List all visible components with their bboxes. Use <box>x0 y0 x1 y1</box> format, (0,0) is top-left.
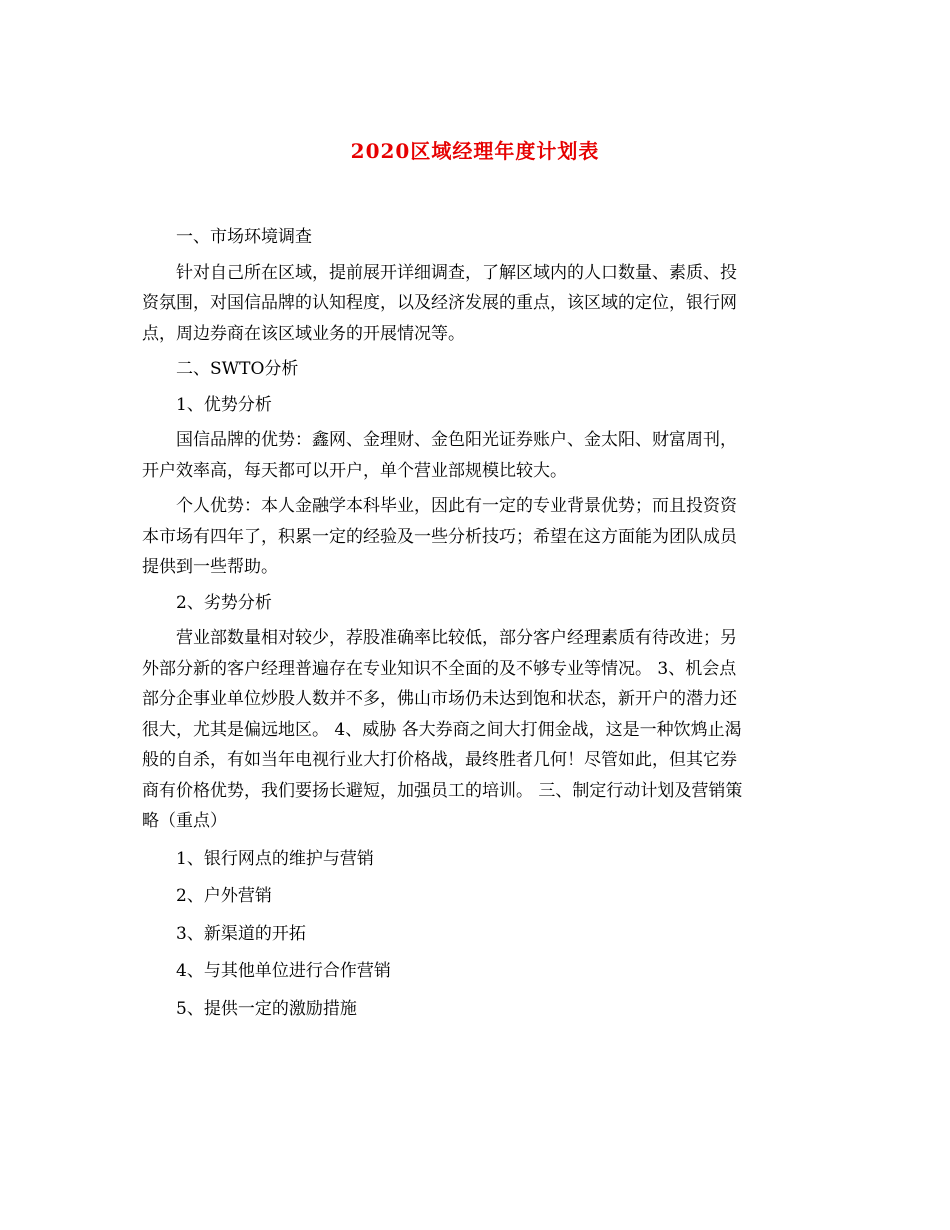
paragraph-line: 针对自己所在区域，提前展开详细调查，了解区域内的人口数量、素质、投 <box>176 262 737 283</box>
list-item: 2、户外营销 <box>176 886 272 906</box>
list-item: 5、提供一定的激励措施 <box>176 998 357 1019</box>
paragraph-line: 本市场有四年了，积累一定的经验及一些分析技巧；希望在这方面能为团队成员 <box>142 526 737 547</box>
document-body <box>142 222 806 1024</box>
paragraph-line: 国信品牌的优势：鑫网、金理财、金色阳光证券账户、金太阳、财富周刊， <box>176 430 737 450</box>
list-item: 1、银行网点的维护与营销 <box>176 848 374 869</box>
paragraph-line: 商有价格优势，我们要扬长避短，加强员工的培训。 三、制定行动计划及营销策 <box>142 780 743 801</box>
list-item: 3、新渠道的开拓 <box>176 923 306 944</box>
paragraph-line: 营业部数量相对较少，荐股准确率比较低，部分客户经理素质有待改进；另 <box>176 628 737 648</box>
paragraph-line: 提供到一些帮助。 <box>142 557 278 577</box>
paragraph-line: 部分企事业单位炒股人数并不多，佛山市场仍未达到饱和状态，新开户的潜力还 <box>142 689 737 709</box>
paragraph-line: 般的自杀，有如当年电视行业大打价格战，最终胜者几何！尽管如此，但其它券 <box>142 750 737 770</box>
subsection-heading: 1、优势分析 <box>176 394 272 415</box>
paragraph-line: 略（重点） <box>142 811 227 831</box>
paragraph-line: 个人优势：本人金融学本科毕业，因此有一定的专业背景优势；而且投资资 <box>176 496 737 516</box>
section-heading: 二、SWTO分析 <box>176 359 299 379</box>
paragraph-line: 很大，尤其是偏远地区。 4、威胁 各大券商之间大打佣金战，这是一种饮鸩止渴 <box>142 719 742 740</box>
section-heading: 一、市场环境调查 <box>176 227 312 247</box>
paragraph-line: 点，周边券商在该区域业务的开展情况等。 <box>142 323 465 344</box>
paragraph-line: 外部分新的客户经理普遍存在专业知识不全面的及不够专业等情况。 3、机会点 <box>142 658 737 679</box>
paragraph-line: 资氛围，对国信品牌的认知程度，以及经济发展的重点，该区域的定位，银行网 <box>142 293 737 313</box>
page-title: 2020区域经理年度计划表 <box>350 139 600 163</box>
list-item: 4、与其他单位进行合作营销 <box>176 961 391 981</box>
paragraph-line: 开户效率高，每天都可以开户，单个营业部规模比较大。 <box>142 460 567 481</box>
subsection-heading: 2、劣势分析 <box>176 592 272 613</box>
